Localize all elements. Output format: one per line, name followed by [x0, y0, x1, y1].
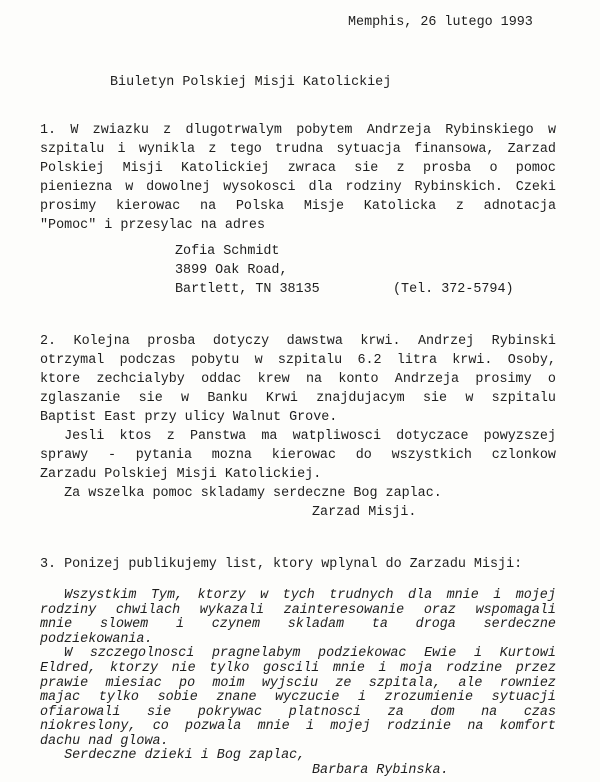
letter-line: podziekowania.: [40, 631, 153, 647]
letter-line: niokreslony, co pozwala mnie i mojej rodzinie na komfort: [40, 719, 556, 735]
address-phone: (Tel. 372-5794): [393, 282, 514, 297]
section2-line: Za wszelka pomoc skladamy serdeczne Bog zaplac.: [40, 486, 442, 501]
section2-line: Zarzadu Polskiej Misji Katolickiej.: [40, 467, 322, 482]
address-city: Bartlett, TN 38135: [175, 282, 320, 297]
letter-line: W szczegolnosci pragnelabym podziekowac Ewie i Kurtowi: [40, 646, 556, 662]
letter-line: prawie miesiac po moim wyjsciu ze szpitala, ale rowniez: [40, 675, 556, 691]
address-street: 3899 Oak Road,: [175, 263, 288, 278]
section2-signature: Zarzad Misji.: [312, 505, 417, 520]
document-title: Biuletyn Polskiej Misji Katolickiej: [110, 75, 392, 90]
section3-intro: 3. Ponizej publikujemy list, ktory wplynal do Zarzadu Misji:: [40, 557, 523, 572]
section2-line: sprawy - pytania mozna kierowac do wszystkich czlonkow: [40, 448, 556, 463]
section1-line: szpitalu i wynikla z tego trudna sytuacja finansowa, Zarzad: [40, 142, 556, 157]
dateline: Memphis, 26 lutego 1993: [348, 15, 533, 30]
section1-line: "Pomoc" i przesylac na adres: [40, 218, 265, 233]
letter-line: ofiarowali sie pokrywac platnosci za dom na czas: [40, 704, 556, 720]
section2-line: Baptist East przy ulicy Walnut Grove.: [40, 410, 338, 425]
letter-line: rodziny chwilach wykazali zainteresowanie oraz wspomagali: [40, 602, 556, 618]
letter-line: majac tylko sobie znane wyczucie i zrozumienie sytuacji: [40, 690, 556, 706]
letter-line: Eldred, ktorzy nie tylko goscili mnie i moja rodzine przez: [40, 660, 556, 676]
letter-line: dachu nad glowa.: [40, 733, 169, 749]
section2-line: zglaszanie sie w Banku Krwi znajdujacym sie w szpitalu: [40, 391, 556, 406]
letter-signature: Barbara Rybinska.: [312, 763, 449, 778]
section2-line: ktore zechcialyby oddac krew na konto Andrzeja prosimy o: [40, 372, 556, 387]
section1-line: 1. W zwiazku z dlugotrwalym pobytem Andrzeja Rybinskiego w: [40, 123, 556, 138]
letter-line: mnie slowem i czynem skladam ta droga serdeczne: [40, 617, 556, 633]
letter-line: Serdeczne dzieki i Bog zaplac,: [40, 748, 306, 764]
address-name: Zofia Schmidt: [175, 244, 280, 259]
section1-line: pienieznа w dowolnej wysokosci dla rodziny Rybinskich. Czeki: [40, 180, 556, 195]
letter-line: Wszystkim Tym, ktorzy w tych trudnych dla mnie i mojej: [40, 588, 556, 603]
section2-line: 2. Kolejna prosba dotyczy dawstwa krwi. Andrzej Rybinski: [40, 334, 556, 349]
section2-line: otrzymal podczas pobytu w szpitalu 6.2 litra krwi. Osoby,: [40, 353, 556, 368]
section1-line: Polskiej Misji Katolickiej zwraca sie z prosba o pomoc: [40, 161, 556, 176]
section1-line: prosimy kierowac na Polska Misje Katolicka z adnotacja: [40, 199, 556, 214]
section2-line: Jesli ktos z Panstwa ma watpliwosci dotyczace powyzszej: [40, 429, 556, 444]
